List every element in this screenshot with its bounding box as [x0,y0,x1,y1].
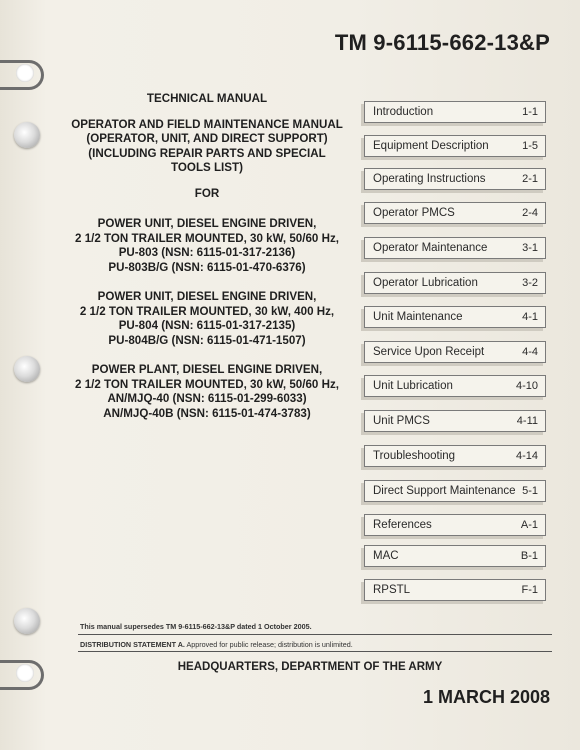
title-block [62,92,352,436]
divider [78,651,552,652]
binder-ring [14,356,40,382]
tab-equipment-description[interactable] [364,135,546,157]
binder-ring [14,122,40,148]
equipment-line: AN/MJQ-40B (NSN: 6115-01-474-3783) [103,406,311,420]
tab-service-upon-receipt[interactable] [364,341,546,363]
tab-label: Operator PMCS [373,207,455,219]
tab-label: Operator Lubrication [373,277,478,289]
technical-manual-heading: TECHNICAL MANUAL [146,92,268,105]
tab-label: Equipment Description [373,140,489,152]
publication-date: 1 MARCH 2008 [422,687,550,707]
equipment-line: POWER UNIT, DIESEL ENGINE DRIVEN, [97,217,317,230]
tab-direct-support-maintenance[interactable] [364,480,546,502]
equipment-line: 2 1/2 TON TRAILER MOUNTED, 30 kW, 50/60 Hz, [75,231,339,245]
tab-label: Troubleshooting [373,450,456,462]
distribution-label: DISTRIBUTION STATEMENT A. [80,640,185,649]
tab-operator-maintenance[interactable] [364,237,546,259]
equipment-line: PU-803B/G (NSN: 6115-01-470-6376) [108,260,306,274]
tab-operator-lubrication[interactable] [364,272,546,294]
equipment-line: PU-804 (NSN: 6115-01-317-2135) [118,319,296,332]
for-label: FOR [194,186,220,200]
tab-troubleshooting[interactable] [364,445,546,467]
supersede-notice: This manual supersedes TM 9-6115-662-13&P dated 1 October 2005. [80,622,312,631]
equipment-line: PU-804B/G (NSN: 6115-01-471-1507) [108,333,306,347]
tab-label: RPSTL [373,584,411,596]
tab-unit-pmcs[interactable] [364,410,546,432]
equipment-group-pu804 [62,290,352,348]
divider [78,634,552,635]
equipment-line: PU-803 (NSN: 6115-01-317-2136) [118,246,296,259]
tab-page: 4-4 [522,346,538,358]
tab-page: 4-11 [516,415,538,427]
tab-label: References [373,519,432,531]
tab-mac[interactable] [364,545,546,567]
binder-hole [16,64,34,82]
tab-page: 1-1 [522,106,538,118]
equipment-line: AN/MJQ-40 (NSN: 6115-01-299-6033) [107,392,307,405]
manual-line: OPERATOR AND FIELD MAINTENANCE MANUAL [71,117,343,131]
manual-line: TOOLS LIST) [171,161,243,174]
headquarters: HEADQUARTERS, DEPARTMENT OF THE ARMY [177,661,443,673]
manual-line: (OPERATOR, UNIT, AND DIRECT SUPPORT) [86,132,328,145]
tab-page: 1-5 [522,140,538,152]
tab-label: Operator Maintenance [373,242,488,254]
tab-page: 3-1 [522,242,538,254]
tab-page: B-1 [520,550,538,562]
tab-page: 5-1 [522,485,538,497]
tab-unit-lubrication[interactable] [364,375,546,397]
manual-line: (INCLUDING REPAIR PARTS AND SPECIAL [88,146,326,160]
equipment-group-pu803 [62,217,352,275]
tab-operating-instructions[interactable] [364,168,546,190]
tab-page: 2-1 [522,173,538,185]
equipment-line: POWER PLANT, DIESEL ENGINE DRIVEN, [91,363,323,376]
tab-label: Introduction [373,106,434,118]
tab-label: Service Upon Receipt [373,346,485,358]
manual-description [62,118,352,176]
tab-label: Unit Lubrication [373,380,453,392]
tab-label: Direct Support Maintenance [373,485,516,497]
equipment-group-mjq40 [62,363,352,421]
tab-label: Unit Maintenance [373,311,463,323]
tab-label: Operating Instructions [373,173,486,185]
tm-number: TM 9-6115-662-13&P [334,30,550,55]
tab-page: 4-10 [515,380,538,392]
tab-page: 4-14 [515,450,538,462]
tab-label: MAC [373,550,399,562]
tab-operator-pmcs[interactable] [364,202,546,224]
tab-page: 3-2 [522,277,538,289]
distribution-text: Approved for public release; distribution is unlimited. [184,640,353,649]
tab-page: F-1 [521,584,538,596]
binder-ring [14,608,40,634]
equipment-line: POWER UNIT, DIESEL ENGINE DRIVEN, [97,290,317,303]
tab-introduction[interactable] [364,101,546,123]
equipment-line: 2 1/2 TON TRAILER MOUNTED, 30 kW, 400 Hz, [79,304,335,318]
tab-page: 4-1 [522,311,538,323]
tab-page: A-1 [520,519,538,531]
tab-label: Unit PMCS [373,415,430,427]
distribution-statement [80,640,353,649]
tab-references[interactable] [364,514,546,536]
tab-unit-maintenance[interactable] [364,306,546,328]
tab-page: 2-4 [522,207,538,219]
tab-rpstl[interactable] [364,579,546,601]
equipment-line: 2 1/2 TON TRAILER MOUNTED, 30 kW, 50/60 Hz, [75,377,339,391]
